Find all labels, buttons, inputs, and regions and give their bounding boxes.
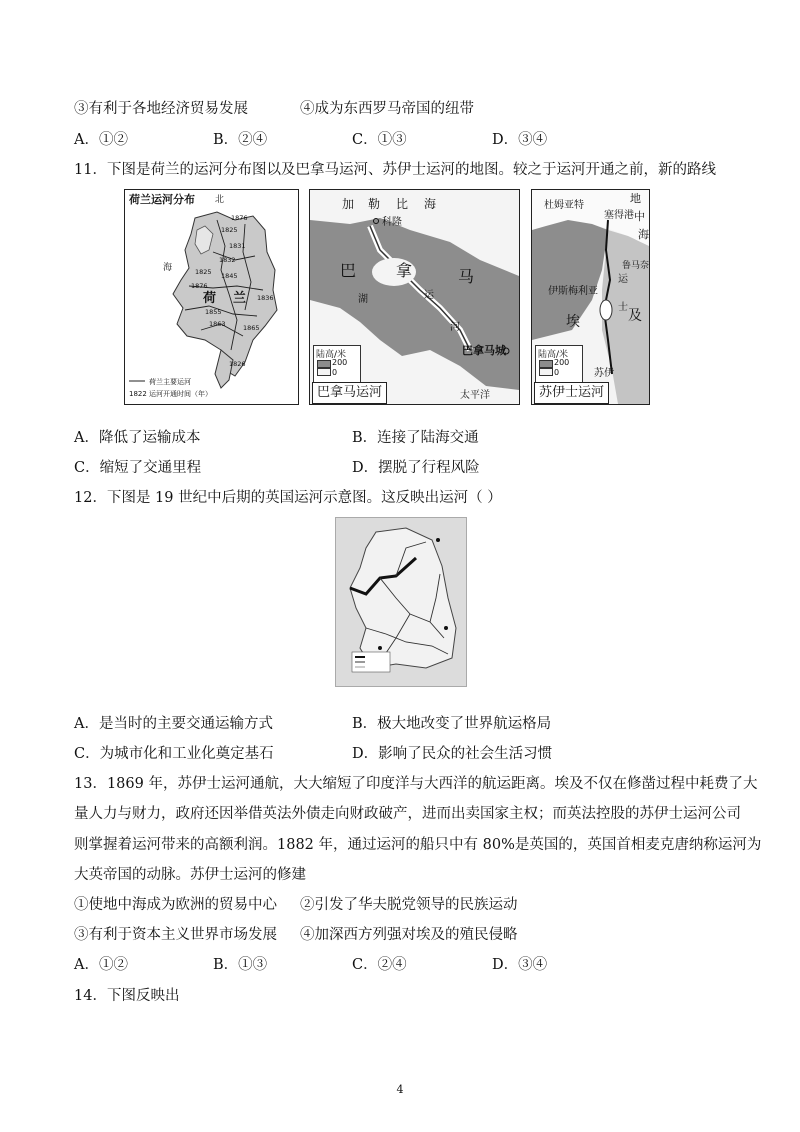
q11-choice-a: A．降低了运输成本	[74, 430, 201, 446]
pan-land-3: 马	[458, 267, 475, 286]
nl-legend-1: 荷兰主要运河	[149, 378, 191, 386]
suez-sea-1: 地	[630, 192, 641, 205]
q10-choice-b: B．②④	[213, 132, 268, 148]
nl-year-8: 1855	[205, 308, 222, 316]
suez-land-2: 及	[628, 308, 642, 324]
suez-caption: 苏伊士运河	[534, 382, 609, 404]
suez-city-ismailia: 伊斯梅利亚	[548, 286, 598, 297]
q12-choice-a: A．是当时的主要交通运输方式	[74, 716, 273, 732]
q13-choice-b: B．①③	[213, 957, 268, 973]
suez-sea-2: 中	[634, 210, 645, 223]
q10-choices	[74, 130, 734, 150]
q13-option-2: ②引发了华夫脱党领导的民族运动	[300, 897, 518, 913]
nl-sea-label: 海	[163, 263, 173, 273]
nl-legend-2: 1822 运河开通时间（年）	[129, 390, 213, 398]
q12-choices-row-1	[74, 714, 734, 734]
nl-title: 荷兰运河分布	[129, 193, 195, 206]
q13-option-3: ③有利于资本主义世界市场发展	[74, 927, 277, 943]
suez-city-rumana: 鲁马奈	[622, 261, 649, 271]
suez-land-1: 埃	[566, 314, 580, 330]
pan-land-2: 拿	[396, 261, 413, 280]
suez-canal-map	[531, 189, 650, 405]
suez-legend: 陆高/米 200 0	[535, 345, 583, 383]
nl-year-10: 1863	[209, 320, 226, 328]
q10-choice-c: C．①③	[352, 132, 407, 148]
nl-year-7: 1876	[191, 282, 208, 290]
nl-year-4: 1832	[219, 256, 236, 264]
q12-choice-d: D．影响了民众的社会生活习惯	[352, 746, 553, 762]
q12-choice-b: B．极大地改变了世界航运格局	[352, 716, 552, 732]
nl-year-2: 1825	[221, 226, 238, 234]
pan-sea-3: 比	[396, 197, 409, 211]
q13-line-3: 则掌握着运河带来的高额利润。1882 年，通过运河的船只中有 80%是英国的，英国首相麦克唐纳称运河为	[74, 837, 762, 853]
q10-option-3: ③有利于各地经济贸易发展	[74, 101, 248, 117]
q11-choice-c: C．缩短了交通里程	[74, 460, 202, 476]
pan-lake-2: 运	[424, 290, 434, 301]
nl-year-1: 1876	[231, 214, 248, 222]
nl-year-5: 1825	[195, 268, 212, 276]
q10-choice-d: D．③④	[492, 132, 548, 148]
q11-stem: 11．下图是荷兰的运河分布图以及巴拿马运河、苏伊士运河的地图。较之于运河开通之前，新的路线	[74, 162, 716, 178]
q13-options-row-1	[74, 895, 734, 915]
pan-sea-2: 勒	[368, 197, 381, 211]
nl-year-11: 1865	[243, 324, 260, 332]
nl-north-label: 北	[215, 195, 225, 205]
suez-city-suez: 苏伊	[594, 368, 614, 379]
page-number: 4	[396, 1083, 404, 1096]
q13-option-1: ①使地中海成为欧洲的贸易中心	[74, 897, 277, 913]
q13-choice-a: A．①②	[74, 957, 128, 973]
suez-city-port-said: 塞得港	[604, 210, 634, 221]
q11-choices-row-1	[74, 428, 734, 448]
pan-land-1: 巴	[340, 261, 357, 280]
q11-choice-b: B．连接了陆海交通	[352, 430, 479, 446]
suez-city-damietta: 杜姆亚特	[544, 200, 584, 211]
pan-city-panama: 巴拿马城	[462, 344, 506, 357]
pan-lake-1: 湖	[358, 294, 368, 305]
q13-line-4: 大英帝国的动脉。苏伊士运河的修建	[74, 867, 306, 883]
q13-choices	[74, 955, 734, 975]
pan-sea-4: 海	[424, 197, 437, 211]
nl-country-1: 荷	[203, 291, 217, 306]
q12-choices-row-2	[74, 744, 734, 764]
nl-year-9: 1836	[257, 294, 274, 302]
q13-choice-c: C．②④	[352, 957, 407, 973]
pan-caption: 巴拿马运河	[312, 382, 387, 404]
q13-line-1: 13．1869 年，苏伊士运河通航，大大缩短了印度洋与大西洋的航运距离。埃及不仅在修凿过程中耗费了大	[74, 776, 758, 792]
nl-country-2: 兰	[233, 291, 247, 306]
pan-lake-3: 河	[450, 322, 460, 333]
q14-stem: 14．下图反映出	[74, 988, 180, 1004]
suez-canal-2: 士	[618, 302, 628, 313]
q13-options-row-2	[74, 925, 734, 945]
suez-canal-1: 运	[618, 274, 628, 285]
q13-choice-d: D．③④	[492, 957, 548, 973]
pan-city-colon: 科隆	[382, 217, 402, 228]
suez-sea-3: 海	[638, 228, 649, 241]
uk-canal-map	[335, 517, 467, 687]
q13-line-2: 量人力与财力，政府还因举借英法外债走向财政破产，进而出卖国家主权；而英法控股的苏伊士运河公司	[74, 806, 741, 822]
q12-stem: 12．下图是 19 世纪中后期的英国运河示意图。这反映出运河（ ）	[74, 490, 502, 506]
q11-choices-row-2	[74, 458, 734, 478]
nl-year-3: 1831	[229, 242, 246, 250]
panama-canal-map	[309, 189, 520, 405]
netherlands-canal-map	[124, 189, 299, 405]
q13-option-4: ④加深西方列强对埃及的殖民侵略	[300, 927, 518, 943]
q12-choice-c: C．为城市化和工业化奠定基石	[74, 746, 274, 762]
q10-option-4: ④成为东西罗马帝国的纽带	[300, 101, 474, 117]
q10-choice-a: A．①②	[74, 132, 128, 148]
nl-year-6: 1845	[221, 272, 238, 280]
q11-choice-d: D．摆脱了行程风险	[352, 460, 480, 476]
q10-options-row-2	[74, 99, 734, 119]
pan-ocean: 太平洋	[460, 390, 490, 401]
nl-year-12: 1826	[229, 360, 246, 368]
pan-legend: 陆高/米 200 0	[313, 345, 361, 383]
pan-sea-1: 加	[342, 197, 355, 211]
